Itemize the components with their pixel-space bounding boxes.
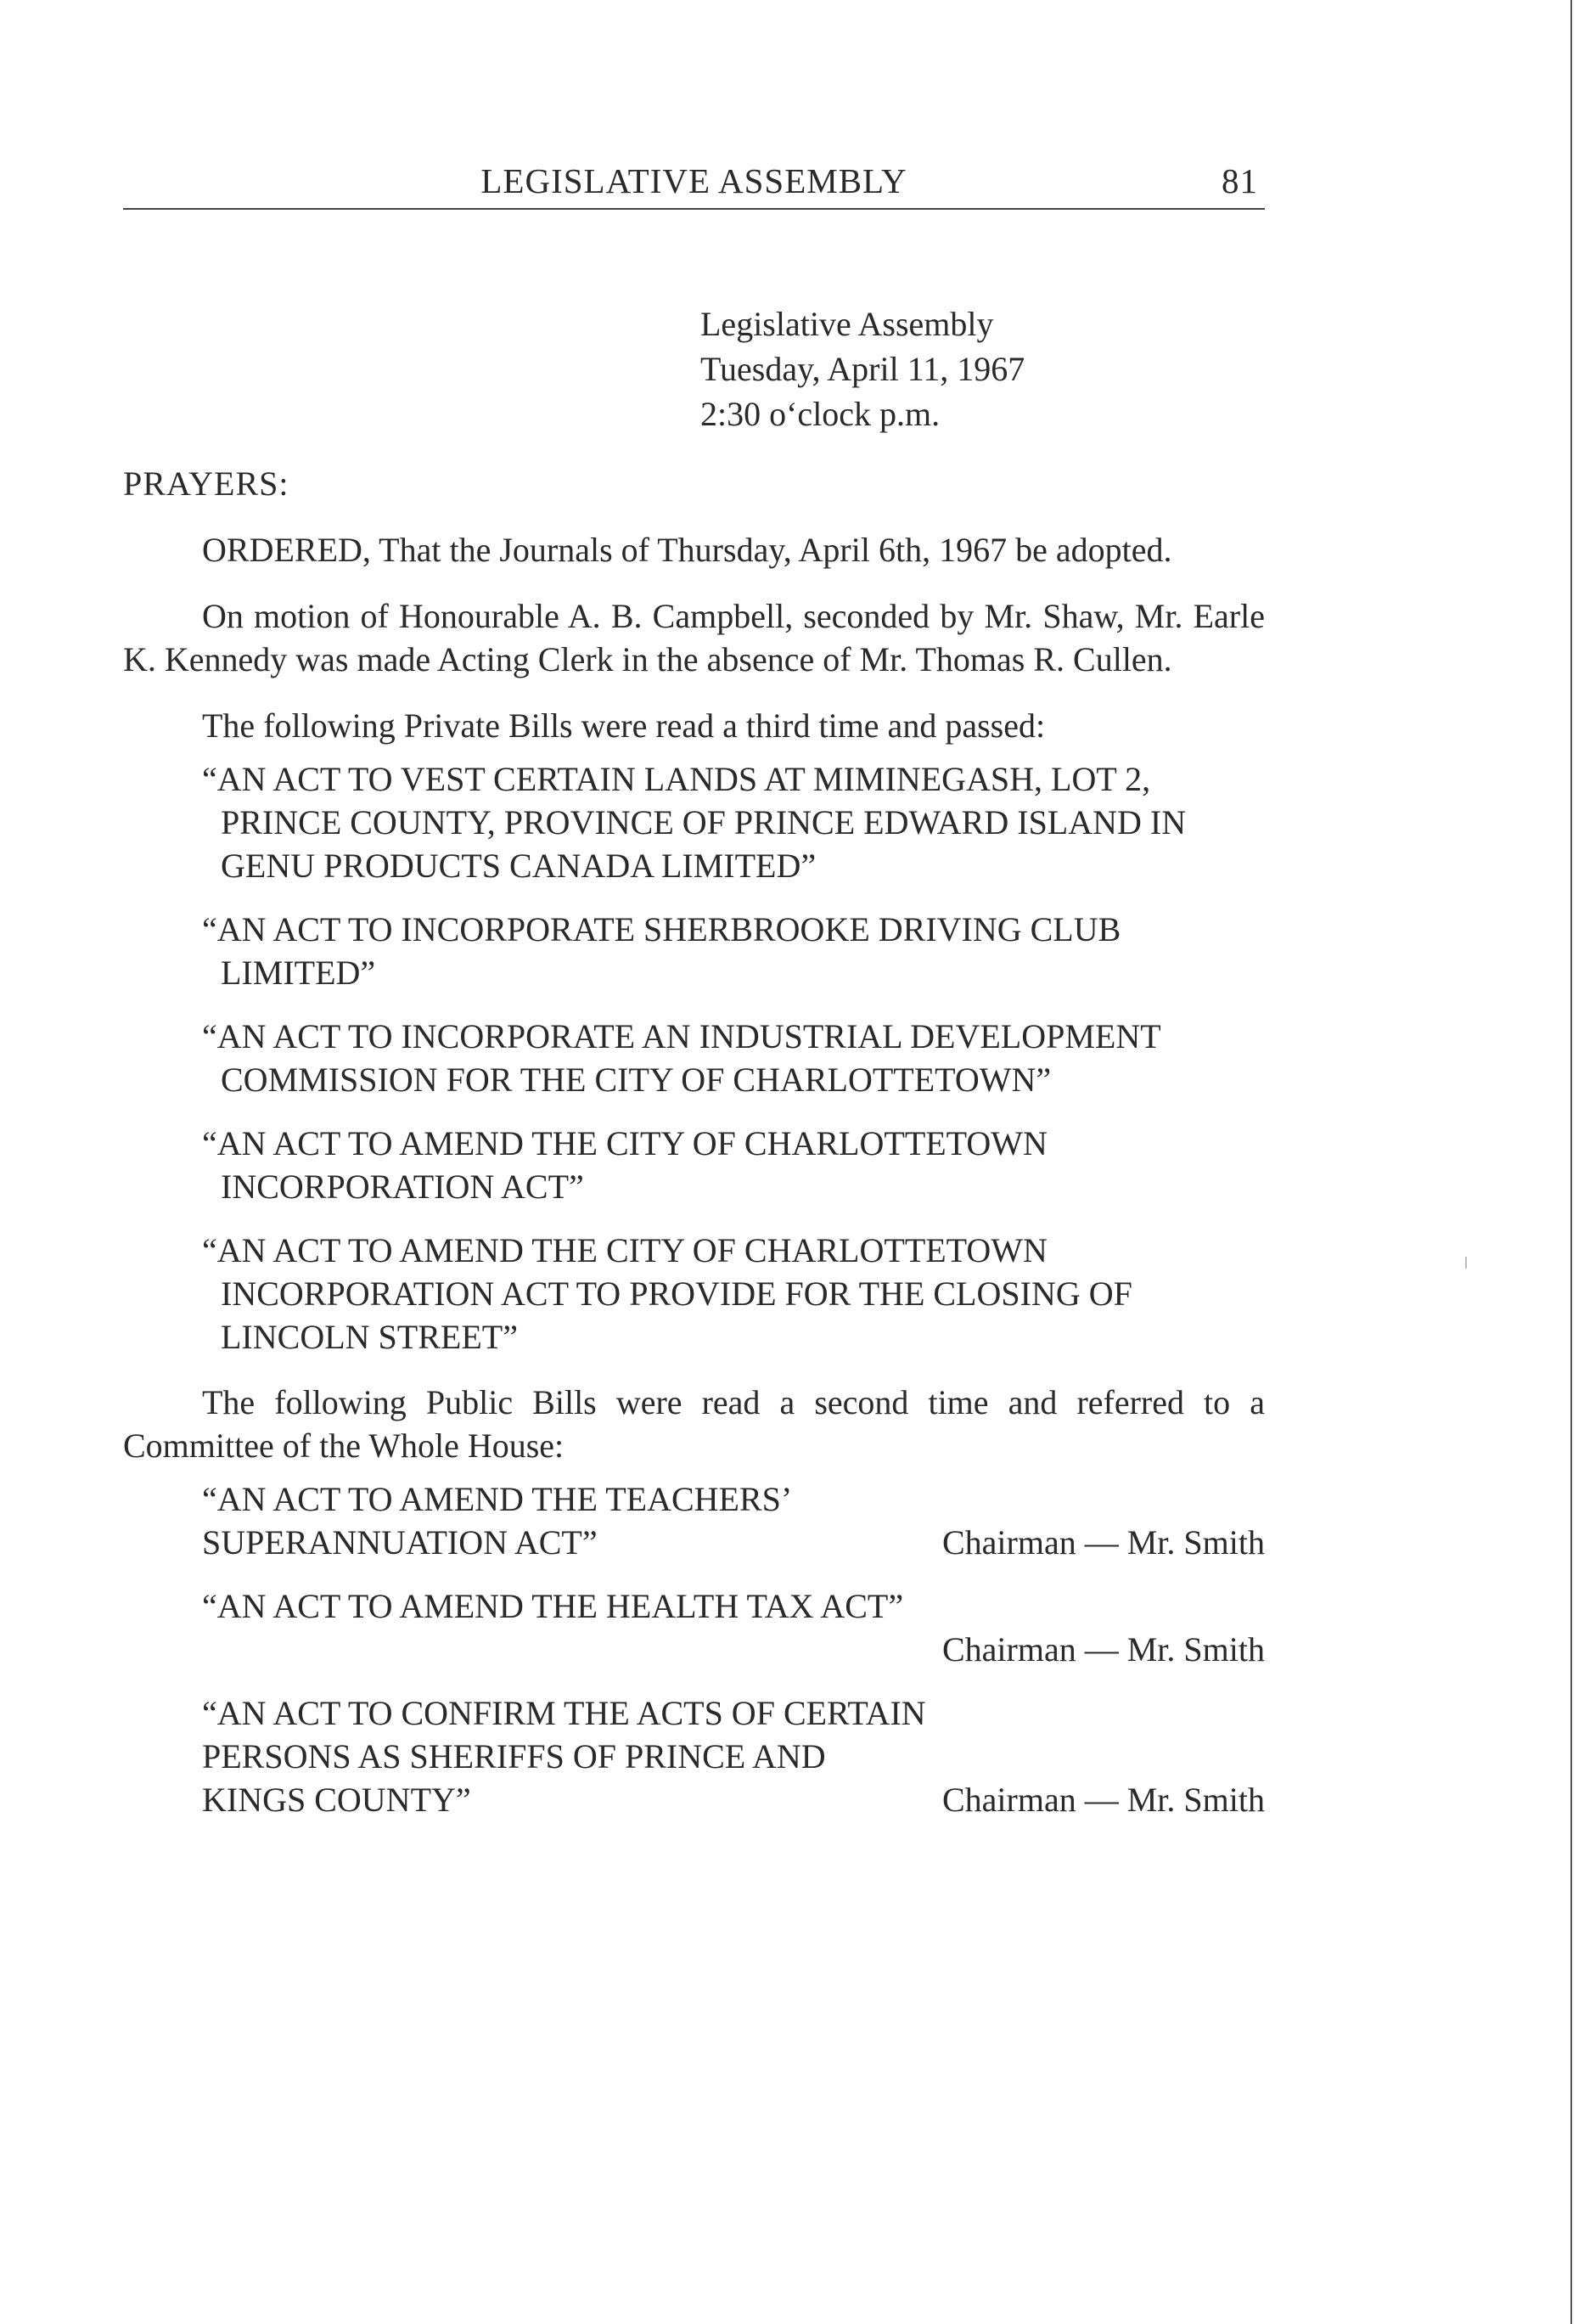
private-bills-intro: The following Private Bills were read a third time and passed: bbox=[202, 706, 1046, 745]
private-bill-item: “AN ACT TO INCORPORATE AN INDUSTRIAL DEVELOPMENT COMMISSION FOR THE CITY OF CHARLOTTETOWN” bbox=[202, 1017, 1160, 1099]
journal-page bbox=[123, 157, 1265, 1821]
dateline-date: Tuesday, April 11, 1967 bbox=[700, 350, 1025, 388]
running-head bbox=[123, 157, 1265, 210]
public-bill-title-cont: PERSONS AS SHERIFFS OF PRINCE AND bbox=[202, 1737, 826, 1775]
motion-paragraph: On motion of Honourable A. B. Campbell, seconded by Mr. Shaw, Mr. Earle K. Kennedy was made Acting Clerk in the absence of Mr. Thomas R. Cullen. bbox=[123, 597, 1265, 678]
page-edge-line bbox=[1570, 0, 1572, 2324]
prayers-heading: PRAYERS: bbox=[123, 464, 289, 503]
running-head-title: LEGISLATIVE ASSEMBLY bbox=[480, 161, 907, 200]
dateline-time: 2:30 o‘clock p.m. bbox=[700, 395, 941, 433]
committee-chairman: Chairman — Mr. Smith bbox=[942, 1630, 1265, 1668]
private-bill-item: “AN ACT TO AMEND THE CITY OF CHARLOTTETOWN INCORPORATION ACT” bbox=[202, 1124, 1048, 1206]
committee-chairman: Chairman — Mr. Smith bbox=[942, 1781, 1265, 1819]
committee-chairman: Chairman — Mr. Smith bbox=[942, 1523, 1265, 1562]
page-number: 81 bbox=[1222, 161, 1258, 200]
ordered-paragraph: ORDERED, That the Journals of Thursday, April 6th, 1967 be adopted. bbox=[202, 531, 1172, 569]
public-bill-item bbox=[202, 1477, 1265, 1564]
private-bill-item: “AN ACT TO INCORPORATE SHERBROOKE DRIVING CLUB LIMITED” bbox=[202, 910, 1121, 992]
public-bill-item bbox=[202, 1584, 1265, 1671]
public-bills-intro: The following Public Bills were read a second time and referred to a Committee of the Whole House: bbox=[123, 1383, 1265, 1465]
public-bill-title-cont: KINGS COUNTY” bbox=[202, 1781, 471, 1819]
dateline-body: Legislative Assembly bbox=[700, 305, 994, 343]
private-bill-item: “AN ACT TO VEST CERTAIN LANDS AT MIMINEGASH, LOT 2, PRINCE COUNTY, PROVINCE OF PRINCE EDWARD ISLAND IN GENU PRODUCTS CANADA LIMITED” bbox=[202, 760, 1187, 885]
scan-mark bbox=[1465, 1257, 1467, 1269]
sitting-dateline bbox=[700, 301, 1265, 436]
public-bill-title: “AN ACT TO AMEND THE HEALTH TAX ACT” bbox=[202, 1587, 904, 1625]
public-bill-title: “AN ACT TO CONFIRM THE ACTS OF CERTAIN bbox=[202, 1694, 926, 1732]
public-bill-title: “AN ACT TO AMEND THE TEACHERS’ bbox=[202, 1480, 793, 1518]
private-bill-item: “AN ACT TO AMEND THE CITY OF CHARLOTTETOWN INCORPORATION ACT TO PROVIDE FOR THE CLOSING OF LINCOLN STREET” bbox=[202, 1231, 1132, 1356]
public-bill-item bbox=[202, 1691, 1265, 1821]
public-bill-title-cont: SUPERANNUATION ACT” bbox=[202, 1523, 598, 1562]
